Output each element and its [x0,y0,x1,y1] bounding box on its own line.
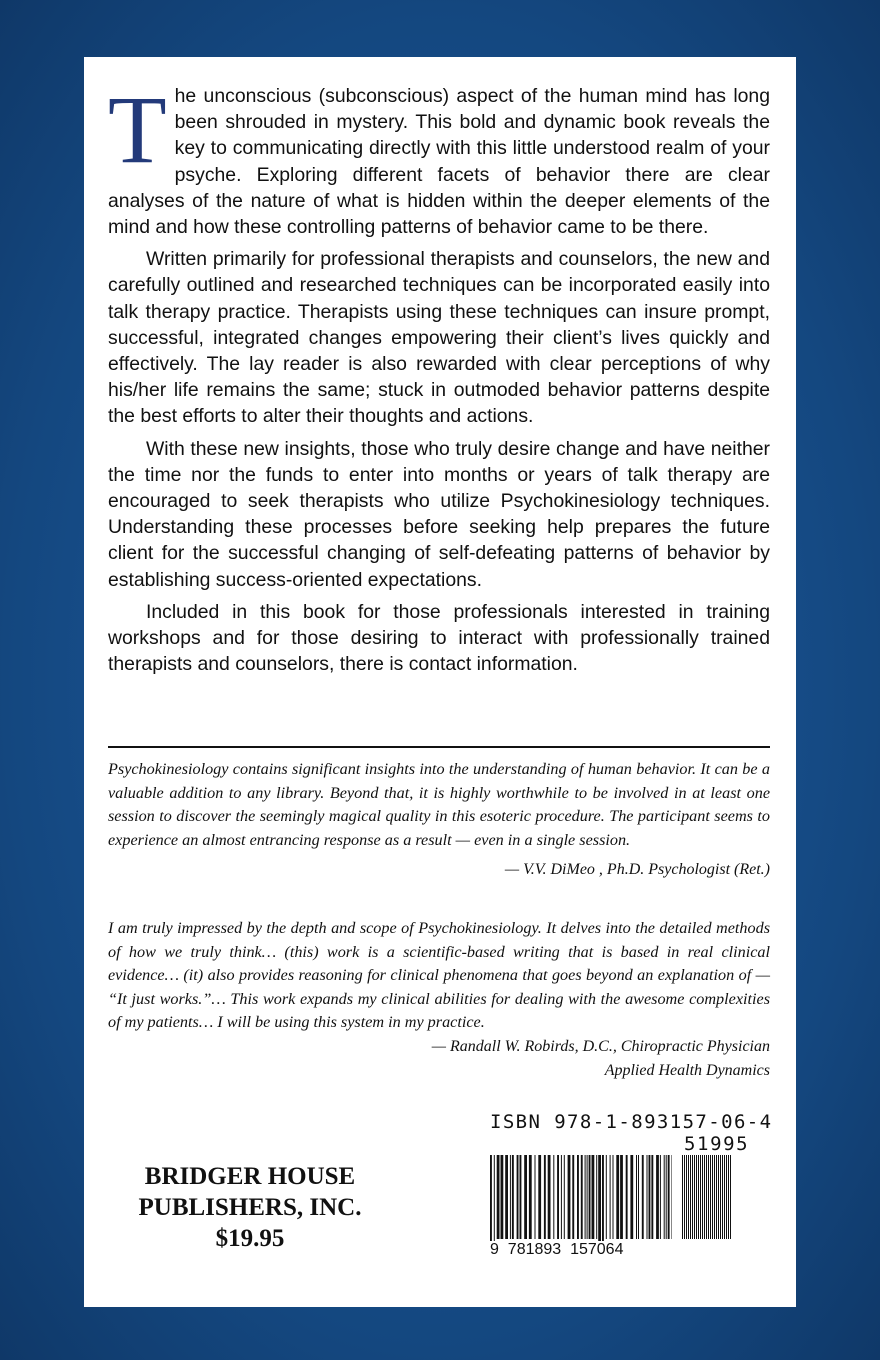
description-paragraph-3: With these new insights, those who truly desire change and have neither the time nor the funds to enter into months or years of talk therapy are encouraged to seek therapists who utilize Psychokinesiology techniques. Understanding these processes before seeking help prepares the future client for the successful changing of self-defeating patterns of behavior by establishing success-oriented expectations. [108,437,770,591]
publisher-name-line-2: PUBLISHERS, INC. [138,1194,362,1221]
price: $19.95 [215,1225,285,1252]
description-paragraph-2: Written primarily for professional therapists and counselors, the new and carefully outlined and researched techniques can be incorporated easily into talk therapy practice. Therapists using these techniques can insure prompt, successful, integrated changes empowering their client’s lives quickly and effectively. The lay reader is also rewarded with clear perceptions of why his/her life remains the same; stuck in outmoded behavior patterns despite the best efforts to alter their thoughts and actions. [108,248,770,428]
isbn-barcode [490,1111,773,1269]
book-description [108,76,770,683]
publisher-name-line-1: BRIDGER HOUSE [144,1163,356,1190]
section-divider [108,746,770,748]
barcode-digits: 9 781893 157064 [490,1241,624,1258]
testimonial-2-attribution-org: Applied Health Dynamics [604,1061,770,1079]
barcode-addon-bars [682,1155,768,1255]
price-code: 51995 [684,1133,750,1155]
testimonial-2-attribution: — Randall W. Robirds, D.C., Chiropractic Physician [431,1037,770,1055]
isbn-label: ISBN 978-1-893157-06-4 [490,1111,773,1133]
barcode-main-bars [490,1155,672,1255]
testimonial-1-text: Psychokinesiology contains significant insights into the understanding of human behavior. It can be a valuable addition to any library. Beyond that, it is highly worthwhile to be involved in at least one session to discover the seemingly magical quality in this esoteric procedure. The participant seems to experience an almost entrancing response as a result — even in a single session. [108,760,770,849]
testimonial-2 [108,917,770,1082]
testimonial-1 [108,758,770,882]
description-paragraph-4: Included in this book for those professionals interested in training workshops and for those desiring to interact with professionally trained therapists and counselors, there is contact information. [108,600,770,676]
testimonial-1-attribution: — V.V. DiMeo , Ph.D. Psychologist (Ret.) [504,861,770,879]
description-paragraph-1-text: he unconscious (subconscious) aspect of the human mind has long been shrouded in mystery. This bold and dynamic book reveals the key to communicating directly with this little understood realm of your psyche. Exploring different facets of behavior there are clear analyses of the nature of what is hidden within the deeper elements of the mind and how these controlling patterns of behavior came to be there. [108,85,770,239]
description-paragraph-1 [108,76,770,240]
publisher-block [120,1161,380,1254]
back-cover-panel [84,57,796,1307]
testimonial-2-text: I am truly impressed by the depth and scope of Psychokinesiology. It delves into the detailed methods of how we truly think… (this) work is a scientific-based writing that is based in real clinical evidence… (it) also provides reasoning for clinical phenomena that goes beyond an explanation of — “It just works.”… This work expands my clinical abilities for dealing with the awesome complexities of my patients… I will be using this system in my practice. [108,919,770,1032]
drop-cap: T [108,76,167,183]
